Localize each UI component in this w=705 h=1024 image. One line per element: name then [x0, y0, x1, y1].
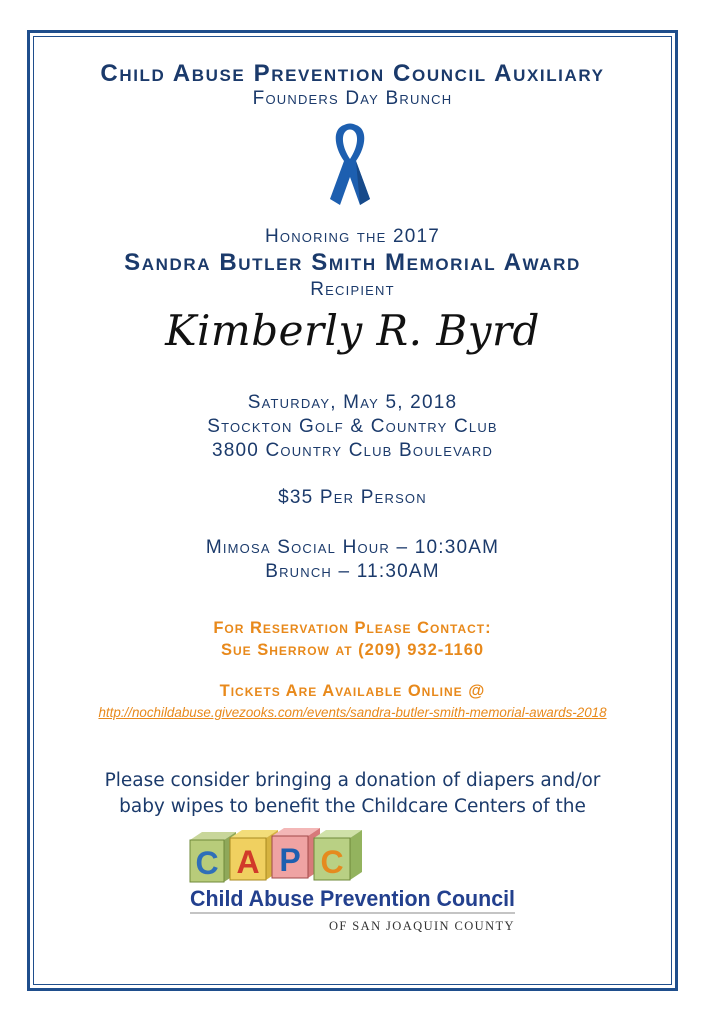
donation-line-2: baby wipes to benefit the Childcare Centers of the: [119, 796, 586, 817]
logo-block-c-2: [314, 830, 362, 880]
svg-text:C: C: [195, 845, 219, 881]
ticket-price: $35 Per Person: [278, 487, 427, 508]
honoring-line: Honoring the 2017: [264, 226, 441, 247]
reservation-heading: For Reservation Please Contact:: [213, 619, 492, 637]
tickets-heading: Tickets Are Available Online @: [219, 682, 486, 700]
logo-org-name: Child Abuse Prevention Council: [190, 886, 515, 911]
tickets-link[interactable]: http://nochildabuse.givezooks.com/events/sandra-butler-smith-memorial-awards-2018: [98, 705, 607, 720]
event-venue: Stockton Golf & Country Club: [207, 416, 498, 437]
brunch-time: Brunch – 11:30AM: [265, 561, 440, 582]
recipient-label: Recipient: [310, 279, 395, 300]
logo-county: OF SAN JOAQUIN COUNTY: [328, 919, 515, 933]
reservation-contact: Sue Sherrow at (209) 932-1160: [220, 641, 485, 659]
logo-block-c-1: [190, 832, 236, 882]
awareness-ribbon-icon: [322, 121, 378, 207]
capc-logo: [180, 826, 525, 942]
event-date: Saturday, May 5, 2018: [247, 392, 458, 413]
logo-block-a: [230, 830, 278, 880]
svg-text:A: A: [236, 844, 260, 880]
award-name: Sandra Butler Smith Memorial Award: [124, 249, 581, 276]
recipient-name: Kimberly R. Byrd: [165, 306, 540, 355]
logo-block-p: [272, 828, 320, 878]
event-address: 3800 Country Club Boulevard: [211, 440, 494, 461]
svg-text:P: P: [279, 842, 301, 878]
svg-text:C: C: [320, 844, 344, 880]
event-organizer-title: Child Abuse Prevention Council Auxiliary: [100, 60, 605, 87]
event-name: Founders Day Brunch: [252, 88, 453, 109]
donation-line-1: Please consider bringing a donation of diapers and/or: [104, 770, 601, 791]
social-hour-time: Mimosa Social Hour – 10:30AM: [205, 537, 500, 558]
